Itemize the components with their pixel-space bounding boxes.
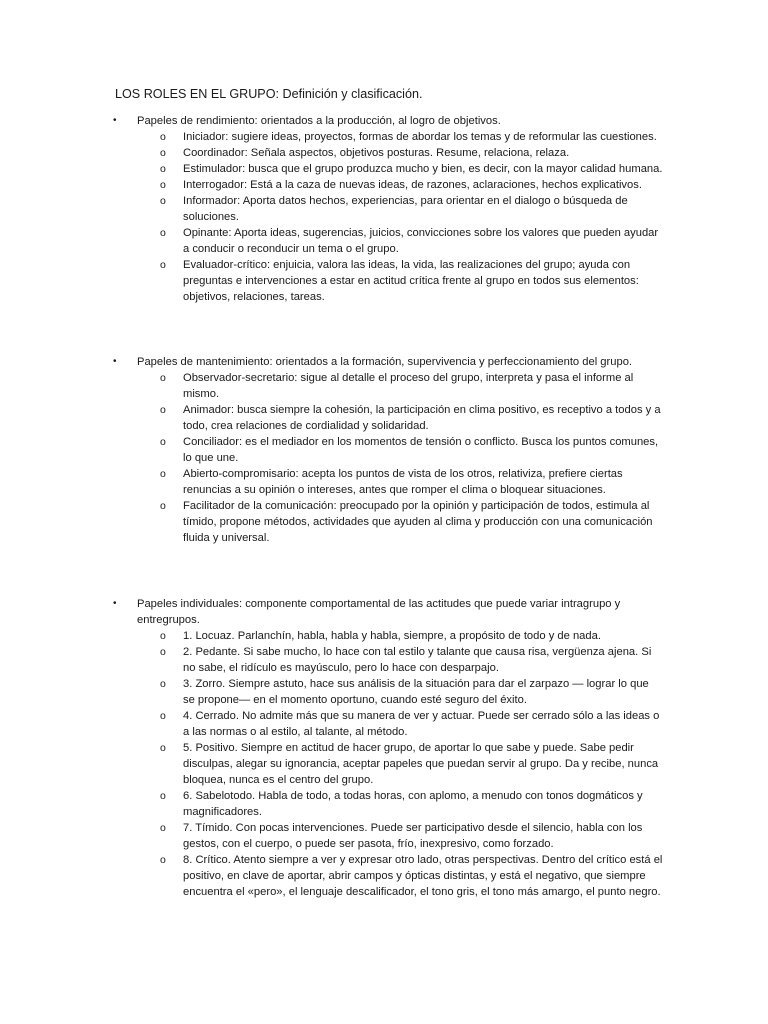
item-text: Informador: Aporta datos hechos, experiencias, para orientar en el dialogo o búsqueda de soluciones. [183, 195, 628, 223]
item-text: Interrogador: Está a la caza de nuevas ideas, de razones, aclaraciones, hechos explicativos. [183, 179, 642, 191]
list-item [0, 225, 663, 257]
item-text: Evaluador-crítico: enjuicia, valora las ideas, la vida, las realizaciones del grupo; ayuda con preguntas e intervenciones a estar en actitud crítica frente al grupo en todos sus elementos: objetivos, relaciones, tareas. [183, 259, 639, 303]
item-text: 4. Cerrado. No admite más que su manera de ver y actuar. Puede ser cerrado sólo a las ideas o a las normas o al estilo, al talante, al método. [183, 710, 660, 738]
section-rendimiento [0, 113, 768, 305]
section-heading [0, 354, 657, 370]
sub-bullet-icon: o [160, 404, 166, 416]
item-text: 3. Zorro. Siempre astuto, hace sus análisis de la situación para dar el zarpazo — lograr lo que se propone— en el momento oportuno, cuando esté seguro del éxito. [183, 678, 649, 706]
item-text: 5. Positivo. Siempre en actitud de hacer grupo, de aportar lo que sabe y puede. Sabe pedir disculpas, alegar su ignorancia, aceptar papeles que puedan servir al grupo. Da y recibe, nunca bloquea, nunca es el centro del grupo. [183, 742, 659, 786]
item-text: Abierto-compromisario: acepta los puntos de vista de los otros, relativiza, prefiere ciertas renuncias a su opinión o intereses, antes que romper el clima o bloquear situaciones. [183, 468, 623, 496]
bullet-icon: • [113, 356, 117, 367]
bullet-icon: • [113, 598, 117, 609]
item-text: Iniciador: sugiere ideas, proyectos, formas de abordar los temas y de reformular las cuestiones. [183, 131, 657, 143]
section-label: Papeles de mantenimiento: orientados a la formación, supervivencia y perfeccionamiento del grupo. [137, 356, 633, 368]
list-item [0, 466, 663, 498]
bullet-icon: • [113, 115, 117, 126]
sub-bullet-icon: o [160, 131, 166, 143]
item-text: 7. Tímido. Con pocas intervenciones. Puede ser participativo desde el silencio, habla con los gestos, con el cuerpo, o puede ser pasota, frío, inexpresivo, como forzado. [183, 822, 643, 850]
list-item [0, 676, 663, 708]
sub-bullet-icon: o [160, 179, 166, 191]
list-item [0, 628, 663, 644]
sub-bullet-icon: o [160, 678, 166, 690]
item-text: 1. Locuaz. Parlanchín, habla, habla y habla, siempre, a propósito de todo y de nada. [183, 630, 601, 642]
sub-bullet-icon: o [160, 147, 166, 159]
list-item [0, 129, 663, 145]
item-text: Estimulador: busca que el grupo produzca mucho y bien, es decir, con la mayor calidad humana. [183, 163, 663, 175]
sub-bullet-icon: o [160, 259, 166, 271]
sub-bullet-icon: o [160, 163, 166, 175]
sub-bullet-icon: o [160, 742, 166, 754]
list-item [0, 434, 663, 466]
sub-bullet-icon: o [160, 790, 166, 802]
list-item [0, 257, 663, 305]
section-heading [0, 596, 657, 628]
sub-bullet-icon: o [160, 646, 166, 658]
sub-bullet-icon: o [160, 500, 166, 512]
sub-bullet-icon: o [160, 436, 166, 448]
list-item [0, 498, 663, 546]
sub-bullet-icon: o [160, 630, 166, 642]
sub-bullet-icon: o [160, 468, 166, 480]
sub-bullet-icon: o [160, 195, 166, 207]
section-label: Papeles individuales: componente comportamental de las actitudes que puede variar intragrupo y entregrupos. [137, 598, 621, 626]
document-title: LOS ROLES EN EL GRUPO: Definición y clasificación. [115, 87, 423, 101]
sub-bullet-icon: o [160, 372, 166, 384]
item-text: Conciliador: es el mediador en los momentos de tensión o conflicto. Busca los puntos comunes, lo que une. [183, 436, 659, 464]
item-text: Opinante: Aporta ideas, sugerencias, juicios, convicciones sobre los valores que pueden ayudar a conducir o reconducir un tema o el grupo. [183, 227, 659, 255]
list-item [0, 644, 663, 676]
item-text: 8. Crítico. Atento siempre a ver y expresar otro lado, otras perspectivas. Dentro del crítico está el positivo, en clave de aportar, abrir campos y ópticas distintas, y está el negativo, que siempre encuentra el «pero», el lenguaje descalificador, el tono gris, el tono más amargo, el punto negro. [183, 854, 663, 898]
section-mantenimiento [0, 354, 768, 546]
sub-bullet-icon: o [160, 854, 166, 866]
sub-bullet-icon: o [160, 227, 166, 239]
section-label: Papeles de rendimiento: orientados a la producción, al logro de objetivos. [137, 115, 501, 127]
section-individuales [0, 596, 768, 900]
sub-bullet-icon: o [160, 710, 166, 722]
list-item [0, 402, 663, 434]
list-item [0, 193, 663, 225]
sub-bullet-icon: o [160, 822, 166, 834]
list-item [0, 177, 663, 193]
section-heading [0, 113, 657, 129]
list-item [0, 820, 663, 852]
role-list [0, 370, 768, 546]
item-text: Animador: busca siempre la cohesión, la participación en clima positivo, es receptivo a todos y a todo, crea relaciones de cordialidad y solidaridad. [183, 404, 661, 432]
item-text: Observador-secretario: sigue al detalle el proceso del grupo, interpreta y pasa el informe al mismo. [183, 372, 634, 400]
item-text: Facilitador de la comunicación: preocupado por la opinión y participación de todos, estimula al tímido, propone métodos, actividades que ayuden al clima y producción con una comunicación fluida y universal. [183, 500, 653, 544]
role-list [0, 628, 768, 900]
role-list [0, 129, 768, 305]
list-item [0, 370, 663, 402]
list-item [0, 740, 663, 788]
list-item [0, 852, 663, 900]
list-item [0, 788, 663, 820]
item-text: 2. Pedante. Si sabe mucho, lo hace con tal estilo y talante que causa risa, vergüenza ajena. Si no sabe, el ridículo es mayúsculo, pero lo hace con desparpajo. [183, 646, 652, 674]
list-item [0, 708, 663, 740]
item-text: 6. Sabelotodo. Habla de todo, a todas horas, con aplomo, a menudo con tonos dogmáticos y magnificadores. [183, 790, 643, 818]
list-item [0, 161, 663, 177]
list-item [0, 145, 663, 161]
item-text: Coordinador: Señala aspectos, objetivos posturas. Resume, relaciona, relaza. [183, 147, 570, 159]
